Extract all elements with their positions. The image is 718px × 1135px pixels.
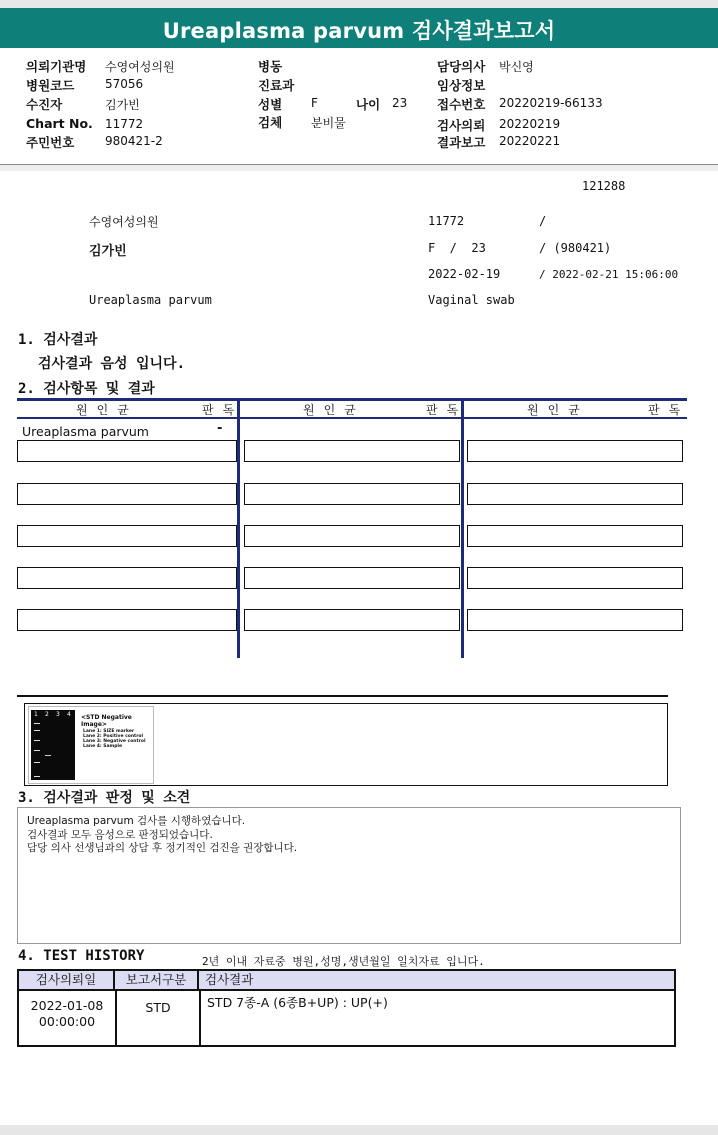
gel-lane-3: 3 xyxy=(56,711,60,718)
result-row-pathogen: Ureaplasma parvum xyxy=(22,424,149,439)
sex-value: F xyxy=(311,96,318,110)
chart-no-value: 11772 xyxy=(105,117,144,131)
result-cell xyxy=(467,609,683,631)
age-value: 23 xyxy=(392,96,408,110)
col3-pathogen-header: 원인균 xyxy=(527,403,589,417)
age-label: 나이 xyxy=(356,97,381,112)
summary-id: 121288 xyxy=(582,179,626,193)
result-cell xyxy=(467,525,683,547)
result-cell xyxy=(244,525,460,547)
history-row-result: STD 7종-A (6종B+UP) : UP(+) xyxy=(207,995,388,1010)
result-cell xyxy=(17,525,237,547)
report-date-value: 20220221 xyxy=(499,134,561,148)
gel-title: <STD Negative Image> xyxy=(81,714,132,728)
history-row-type: STD xyxy=(145,1000,171,1015)
opinion-text xyxy=(27,815,297,856)
gel-legend-4: Lane 4: Sample xyxy=(83,744,123,749)
header-shadow xyxy=(0,165,718,171)
patient-value: 김가빈 xyxy=(105,98,140,112)
history-divider-2 xyxy=(199,991,201,1045)
request-date-value: 20220219 xyxy=(499,117,561,131)
report-title: Ureaplasma parvum 검사결과보고서 xyxy=(162,19,556,43)
gel-lane-2: 2 xyxy=(45,711,49,718)
dept-label: 진료과 xyxy=(258,78,295,93)
report-title-bar xyxy=(0,0,718,48)
summary-test-name: Ureaplasma parvum xyxy=(89,293,212,307)
col2-pathogen-header: 원인균 xyxy=(303,403,365,417)
hospital-code-label: 병원코드 xyxy=(26,78,75,93)
result-cell xyxy=(17,609,237,631)
result-cell xyxy=(467,567,683,589)
summary-report-datetime: / 2022-02-21 15:06:00 xyxy=(539,268,679,281)
section2-heading: 2. 검사항목 및 결과 xyxy=(18,381,155,397)
opinion-line-2: 검사결과 모두 음성으로 판정되었습니다. xyxy=(27,828,213,841)
gel-image xyxy=(31,710,75,780)
result-row-judgement: - xyxy=(217,421,223,436)
gel-top-rule xyxy=(17,695,668,697)
history-col-result: 검사결과 xyxy=(205,972,254,987)
summary-request-date: 2022-02-19 xyxy=(428,267,501,281)
resident-no-label: 주민번호 xyxy=(26,135,75,150)
gel-lane-1: 1 xyxy=(34,711,38,718)
opinion-line-1: Ureaplasma parvum 검사를 시행하였습니다. xyxy=(27,815,246,827)
report-date-label: 결과보고 xyxy=(437,135,486,150)
ward-label: 병동 xyxy=(258,59,283,74)
summary-specimen: Vaginal swab xyxy=(428,293,515,307)
result-cell xyxy=(244,440,460,462)
result-cell xyxy=(467,483,683,505)
result-cell xyxy=(244,609,460,631)
gel-legend-3: Lane 3: Negative control xyxy=(83,739,146,744)
summary-patient: 김가빈 xyxy=(89,244,127,259)
patient-label: 수진자 xyxy=(26,97,63,112)
opinion-box xyxy=(17,807,681,944)
history-col-type: 보고서구분 xyxy=(115,971,199,989)
section1-heading: 1. 검사결과 xyxy=(18,332,98,348)
summary-clinic: 수영여성의원 xyxy=(89,215,159,229)
col3-judgement-header: 판독 xyxy=(648,403,690,417)
doctor-value: 박신영 xyxy=(499,60,534,74)
section1-result: 검사결과 음성 입니다. xyxy=(38,356,186,372)
specimen-label: 검체 xyxy=(258,115,283,130)
history-date-line1: 2022-01-08 xyxy=(30,998,104,1013)
history-header-row xyxy=(19,971,674,991)
result-cell xyxy=(17,567,237,589)
gel-legend-2: Lane 2: Positive control xyxy=(83,734,144,739)
gel-legend-1: Lane 1: SIZE marker xyxy=(83,729,135,734)
specimen-value: 분비물 xyxy=(311,116,346,130)
history-table xyxy=(17,969,676,1047)
column-divider-2 xyxy=(461,398,464,658)
receipt-no-label: 접수번호 xyxy=(437,97,486,112)
receipt-no-value: 20220219-66133 xyxy=(499,96,603,110)
col2-judgement-header: 판독 xyxy=(426,403,468,417)
summary-slash: / xyxy=(539,214,547,228)
history-date-line2: 00:00:00 xyxy=(38,1014,96,1029)
clinical-info-label: 임상정보 xyxy=(437,78,486,93)
clinic-value: 수영여성의원 xyxy=(105,60,175,74)
page-bottom-margin xyxy=(0,1125,718,1135)
clinic-label: 의뢰기관명 xyxy=(26,59,87,74)
result-cell xyxy=(467,440,683,462)
col1-judgement-header: 판독 xyxy=(202,403,244,417)
gel-image-card xyxy=(28,706,154,784)
gel-band xyxy=(34,762,40,763)
gel-band xyxy=(34,730,40,731)
section4-heading: 4. TEST HISTORY xyxy=(18,948,145,964)
request-date-label: 검사의뢰 xyxy=(437,118,486,133)
result-cell xyxy=(17,483,237,505)
result-cell xyxy=(244,567,460,589)
chart-no-label: Chart No. xyxy=(26,116,93,131)
summary-sex-age: F / 23 xyxy=(428,241,486,255)
doctor-label: 담당의사 xyxy=(437,59,486,74)
gel-band xyxy=(45,755,51,756)
gel-band xyxy=(34,776,40,777)
history-col-date: 검사의뢰일 xyxy=(19,971,115,989)
gel-band xyxy=(34,740,40,741)
gel-band xyxy=(34,723,40,724)
sex-label: 성별 xyxy=(258,97,283,112)
history-row-date xyxy=(19,998,115,1030)
resident-no-value: 980421-2 xyxy=(105,134,163,148)
section3-heading: 3. 검사결과 판정 및 소견 xyxy=(18,790,191,806)
gel-band xyxy=(34,750,40,751)
section4-note: 2년 이내 자료중 병원,성명,생년월일 일치자료 입니다. xyxy=(202,955,485,968)
gel-lane-4: 4 xyxy=(67,711,71,718)
result-cell xyxy=(17,440,237,462)
summary-chart: 11772 xyxy=(428,214,465,228)
summary-birth: / (980421) xyxy=(539,241,612,255)
column-divider-1 xyxy=(237,398,240,658)
col1-pathogen-header: 원인균 xyxy=(76,403,138,417)
result-cell xyxy=(244,483,460,505)
opinion-line-3: 담당 의사 선생님과의 상담 후 정기적인 검진을 권장합니다. xyxy=(27,842,298,854)
hospital-code-value: 57056 xyxy=(105,77,144,91)
